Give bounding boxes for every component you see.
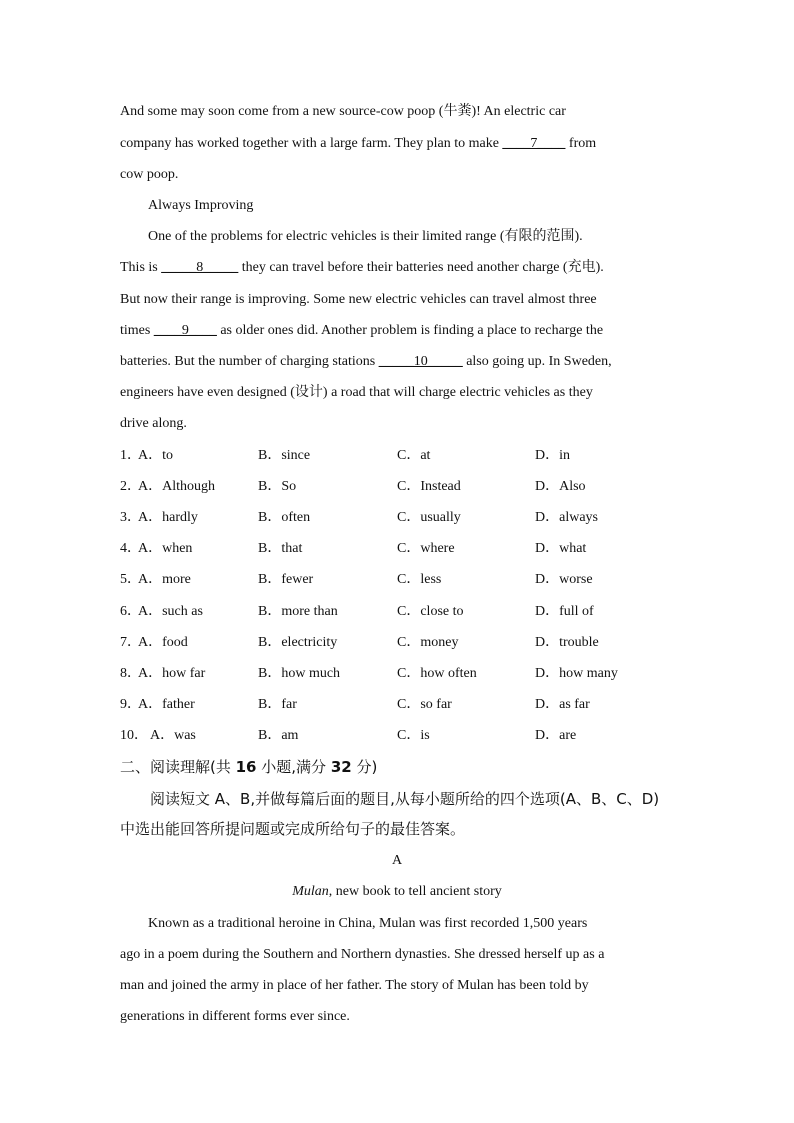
- question-number: 6．: [120, 604, 141, 619]
- option-a: A．father: [138, 697, 195, 712]
- option-b: B．fewer: [258, 572, 314, 587]
- blank-10: _____10_____: [378, 354, 463, 369]
- passage-title: [0, 882, 794, 902]
- passage-label: A: [391, 853, 403, 868]
- question-number: 4．: [120, 541, 141, 556]
- passage-line: cow poop.: [120, 167, 179, 182]
- book-title: Mulan: [292, 884, 329, 899]
- question-number: 10．: [120, 728, 148, 743]
- passage-text: as older ones did. Another problem is finding a place to recharge the: [216, 323, 604, 338]
- option-d: D．worse: [535, 572, 593, 587]
- question-number: 3．: [120, 510, 141, 525]
- option-b: B．often: [258, 510, 311, 525]
- option-c: C．so far: [397, 697, 452, 712]
- option-a: A．to: [138, 448, 173, 463]
- option-a: A．food: [138, 635, 188, 650]
- option-b: B．So: [258, 479, 297, 494]
- option-d: D．are: [535, 728, 577, 743]
- option-c: C．at: [397, 448, 431, 463]
- blank-8: _____8_____: [161, 260, 239, 275]
- passage-line: ago in a poem during the Southern and Northern dynasties. She dressed herself up as a: [120, 947, 605, 962]
- option-b: B．far: [258, 697, 297, 712]
- question-row: [120, 508, 680, 528]
- option-a: A．such as: [138, 604, 203, 619]
- blank-9: ____9____: [153, 323, 217, 338]
- option-b: B．electricity: [258, 635, 338, 650]
- question-count: 16: [235, 758, 257, 776]
- question-row: [120, 695, 680, 715]
- heading-text: 小题,满分: [256, 758, 331, 776]
- passage-line: [120, 258, 604, 278]
- passage-line: drive along.: [120, 416, 187, 431]
- question-number: 2．: [120, 479, 141, 494]
- passage-text: batteries. But the number of charging stations: [120, 354, 379, 369]
- option-c: C．less: [397, 572, 442, 587]
- option-a: A．Although: [138, 479, 215, 494]
- option-b: B．how much: [258, 666, 341, 681]
- question-row: [120, 633, 680, 653]
- title-text: , new book to tell ancient story: [328, 884, 502, 899]
- option-b: B．since: [258, 448, 311, 463]
- instruction-line: 中选出能回答所提问题或完成所给句子的最佳答案。: [120, 820, 466, 838]
- option-a: A．how far: [138, 666, 206, 681]
- option-d: D．Also: [535, 479, 586, 494]
- option-c: C．where: [397, 541, 455, 556]
- passage-text: from: [565, 136, 597, 151]
- option-d: D．what: [535, 541, 587, 556]
- score-total: 32: [330, 758, 352, 776]
- passage-line: And some may soon come from a new source-cow poop (牛粪)! An electric car: [120, 104, 566, 119]
- option-a: A．was: [150, 728, 196, 743]
- subheading: Always Improving: [148, 198, 254, 213]
- question-number: 1．: [120, 448, 141, 463]
- passage-text: also going up. In Sweden,: [462, 354, 612, 369]
- option-d: D．as far: [535, 697, 590, 712]
- passage-text: company has worked together with a large farm. They plan to make: [120, 136, 503, 151]
- question-number: 8．: [120, 666, 141, 681]
- option-c: C．usually: [397, 510, 461, 525]
- question-row: [120, 726, 680, 746]
- heading-text: 二、阅读理解(共: [120, 758, 236, 776]
- option-b: B．am: [258, 728, 299, 743]
- option-d: D．in: [535, 448, 570, 463]
- passage-text: This is: [120, 260, 162, 275]
- option-c: C．how often: [397, 666, 477, 681]
- option-a: A．more: [138, 572, 191, 587]
- option-b: B．that: [258, 541, 303, 556]
- question-row: [120, 570, 680, 590]
- option-d: D．always: [535, 510, 598, 525]
- question-number: 5．: [120, 572, 141, 587]
- passage-line: [120, 134, 596, 154]
- option-d: D．full of: [535, 604, 594, 619]
- question-row: [120, 664, 680, 684]
- passage-line: generations in different forms ever since.: [120, 1009, 350, 1024]
- passage-line: engineers have even designed (设计) a road that will charge electric vehicles as they: [120, 385, 593, 400]
- option-c: C．is: [397, 728, 430, 743]
- question-row: [120, 602, 680, 622]
- passage-line: Known as a traditional heroine in China, Mulan was first recorded 1,500 years: [148, 916, 588, 931]
- passage-line: [120, 321, 603, 341]
- passage-line: One of the problems for electric vehicles is their limited range (有限的范围).: [148, 229, 583, 244]
- heading-text: 分): [351, 758, 378, 776]
- question-number: 9．: [120, 697, 141, 712]
- option-a: A．when: [138, 541, 193, 556]
- question-row: [120, 446, 680, 466]
- option-b: B．more than: [258, 604, 338, 619]
- question-row: [120, 539, 680, 559]
- option-d: D．trouble: [535, 635, 599, 650]
- passage-text: times: [120, 323, 154, 338]
- question-number: 7．: [120, 635, 141, 650]
- passage-line: man and joined the army in place of her father. The story of Mulan has been told by: [120, 978, 589, 993]
- instruction-line: 阅读短文 A、B,并做每篇后面的题目,从每小题所给的四个选项(A、B、C、D): [150, 790, 660, 808]
- option-a: A．hardly: [138, 510, 198, 525]
- blank-7: ____7____: [502, 136, 566, 151]
- passage-text: they can travel before their batteries need another charge (充电).: [238, 260, 604, 275]
- option-d: D．how many: [535, 666, 618, 681]
- passage-line: But now their range is improving. Some new electric vehicles can travel almost three: [120, 292, 597, 307]
- option-c: C．close to: [397, 604, 464, 619]
- passage-line: [120, 352, 612, 372]
- question-row: [120, 477, 680, 497]
- section-heading: [120, 756, 377, 778]
- option-c: C．Instead: [397, 479, 461, 494]
- option-c: C．money: [397, 635, 459, 650]
